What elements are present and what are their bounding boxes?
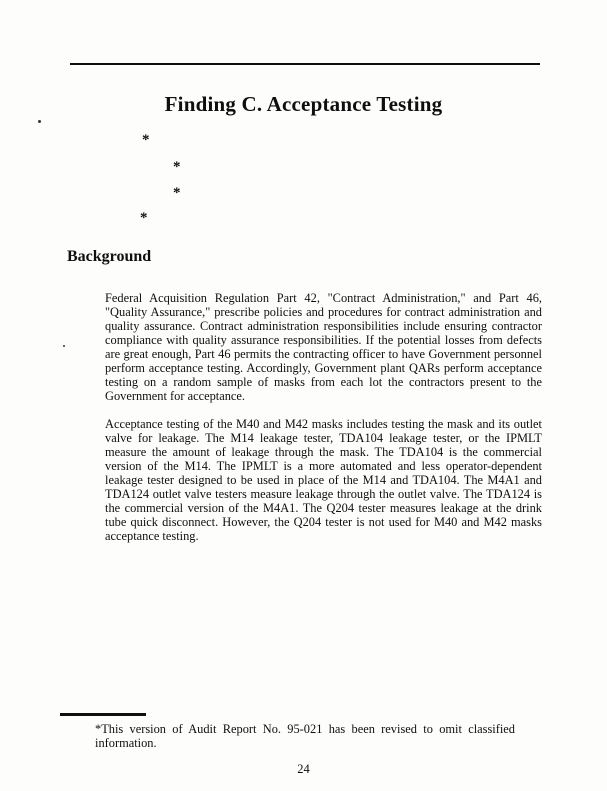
footnote-text: *This version of Audit Report No. 95-021 has been revised to omit classified information. bbox=[95, 722, 515, 751]
redaction-asterisk: * bbox=[173, 185, 181, 201]
scan-artifact-dot bbox=[63, 345, 65, 347]
scan-artifact-dot bbox=[38, 120, 41, 123]
page-number: 24 bbox=[297, 762, 310, 776]
section-heading-background: Background bbox=[67, 248, 152, 265]
redaction-asterisk: * bbox=[142, 132, 150, 148]
redaction-asterisk: * bbox=[173, 159, 181, 175]
footnote-rule bbox=[60, 713, 146, 716]
top-rule bbox=[70, 63, 540, 65]
paragraph: Acceptance testing of the M40 and M42 masks includes testing the mask and its outlet valve for leakage. The M14 leakage tester, TDA104 leakage tester, or the IPMLT measure the amount of leakage through the mask. The TDA104 is the commercial version of the M14. The IPMLT is a more automated and less operator-dependent leakage tester designed to be used in place of the M14 and TDA104. The M4A1 and TDA124 outlet valve testers measure leakage through the outlet valve. The TDA124 is the commercial version of the M4A1. The Q204 tester measures leakage at the drink tube quick disconnect. However, the Q204 tester is not used for M40 and M42 masks acceptance testing. bbox=[105, 417, 542, 544]
page-title: Finding C. Acceptance Testing bbox=[164, 92, 443, 116]
paragraph: Federal Acquisition Regulation Part 42, "Contract Administration," and Part 46, "Quality Assurance," prescribe policies and procedures for contract administration and quality assurance. Contract administration responsibilities include ensuring contractor compliance with quality assurance responsibilities. If the potential losses from defects are great enough, Part 46 permits the contracting officer to have Government personnel perform acceptance testing. Accordingly, Government plant QARs perform acceptance testing on a random sample of masks from each lot the contractors present to the Government for acceptance. bbox=[105, 291, 542, 404]
body-text-block bbox=[105, 291, 542, 557]
redaction-asterisk: * bbox=[140, 210, 148, 226]
